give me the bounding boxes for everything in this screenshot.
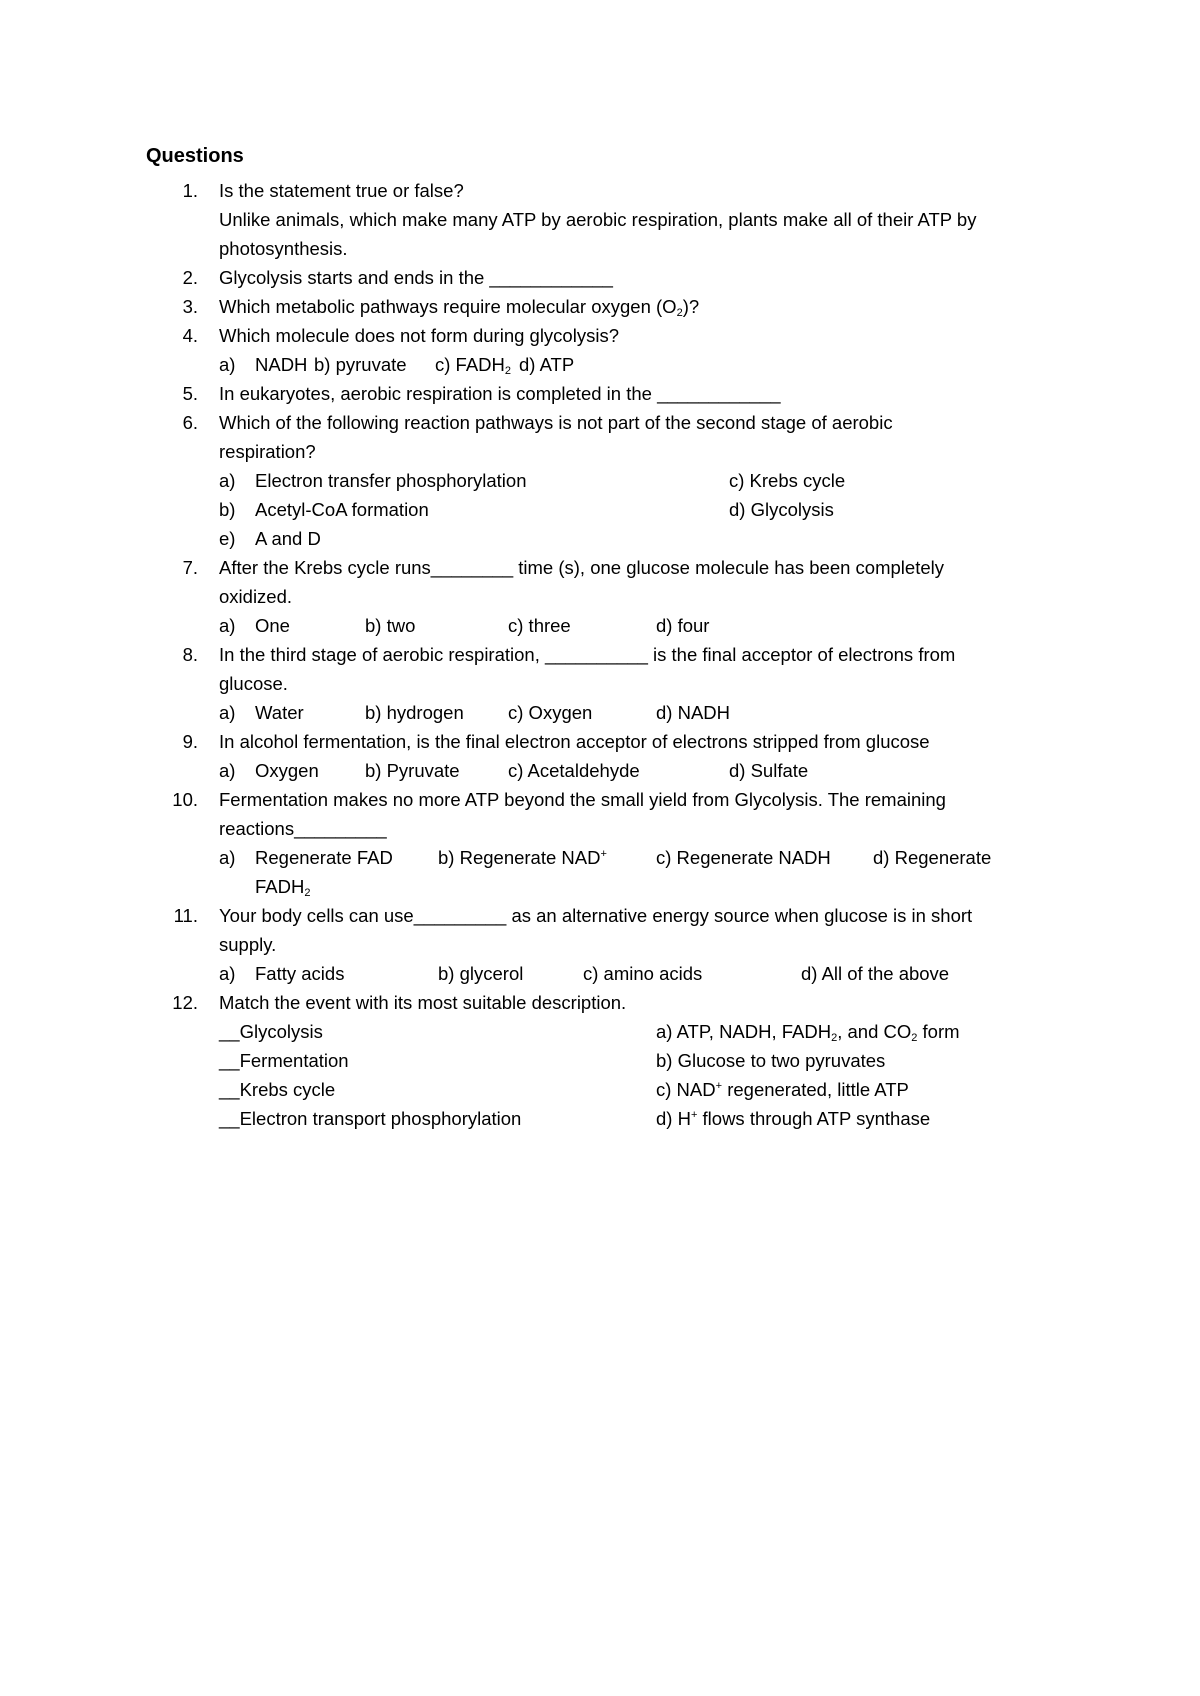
- question-text: glucose.: [219, 673, 288, 694]
- question-number: 7.: [182, 557, 198, 578]
- question-7: [146, 553, 1146, 582]
- option-d-continued: $FADH_2$: [255, 876, 311, 899]
- question-8-options: [146, 698, 1146, 727]
- question-text: Glycolysis starts and ends in the ____________: [219, 267, 613, 288]
- question-7-line-2: [146, 582, 1146, 611]
- question-number: 9.: [182, 731, 198, 752]
- question-5: [146, 379, 1146, 408]
- page-title: Questions: [146, 145, 244, 167]
- match-description-b: b) Glucose to two pyruvates: [656, 1050, 886, 1071]
- question-text: Which metabolic pathways require molecular oxygen $(O_2)$?: [219, 296, 700, 319]
- question-number: 11.: [173, 905, 198, 926]
- option-b: b) Pyruvate: [365, 760, 460, 781]
- question-number: 1.: [182, 180, 198, 201]
- question-11-line-2: [146, 930, 1146, 959]
- question-text: Unlike animals, which make many ATP by aerobic respiration, plants make all of their ATP by: [219, 209, 977, 230]
- question-6-line-2: [146, 437, 1146, 466]
- question-number: 3.: [182, 296, 198, 317]
- option-d: d) All of the above: [801, 963, 950, 984]
- question-text: oxidized.: [219, 586, 293, 607]
- question-number: 4.: [182, 325, 198, 346]
- match-row-1: [146, 1017, 1146, 1046]
- question-8-line-2: [146, 669, 1146, 698]
- question-9: [146, 727, 1146, 756]
- match-event: __Electron transport phosphorylation: [219, 1108, 522, 1129]
- match-event: __Krebs cycle: [219, 1079, 336, 1100]
- match-row-4: [146, 1104, 1146, 1133]
- option-b-letter: b): [219, 499, 236, 520]
- option-a-letter: a): [219, 615, 236, 636]
- question-9-options: [146, 756, 1146, 785]
- match-row-2: [146, 1046, 1146, 1075]
- question-1-statement-line-2: [146, 234, 1146, 263]
- option-d: d) four: [656, 615, 710, 636]
- match-description-a: a) ATP, NADH, $FADH_2$, and $CO_2$ form: [656, 1021, 960, 1044]
- option-b: b) hydrogen: [365, 702, 464, 723]
- question-10-options-cont: [146, 872, 1146, 901]
- option-b: b) Regenerate NAD+: [438, 847, 607, 868]
- option-a-letter: a): [219, 702, 236, 723]
- question-7-options: [146, 611, 1146, 640]
- option-b: b) pyruvate: [314, 354, 407, 375]
- question-text: supply.: [219, 934, 277, 955]
- option-a: NADH: [255, 354, 308, 375]
- question-text: Which molecule does not form during glycolysis?: [219, 325, 619, 346]
- option-a-letter: a): [219, 963, 236, 984]
- question-text: Is the statement true or false?: [219, 180, 464, 201]
- question-number: 10.: [172, 789, 198, 810]
- question-number: 5.: [182, 383, 198, 404]
- option-a-letter: a): [219, 354, 236, 375]
- option-b: b) two: [365, 615, 416, 636]
- question-6-options-row-1: [146, 466, 1146, 495]
- question-2: [146, 263, 1146, 292]
- question-text: In alcohol fermentation, is the final electron acceptor of electrons stripped from glucose: [219, 731, 930, 752]
- question-4-options: [146, 350, 1146, 379]
- option-a: Fatty acids: [255, 963, 345, 984]
- question-8: [146, 640, 1146, 669]
- question-number: 12.: [172, 992, 198, 1013]
- question-text: Fermentation makes no more ATP beyond the small yield from Glycolysis. The remaining: [219, 789, 946, 810]
- question-text: photosynthesis.: [219, 238, 348, 259]
- match-description-c: c) NAD+ regenerated, little ATP: [656, 1079, 909, 1100]
- question-text: After the Krebs cycle runs________ time (s), one glucose molecule has been completely: [219, 557, 944, 578]
- question-3: [146, 292, 1146, 321]
- question-10-line-2: [146, 814, 1146, 843]
- question-10-options: [146, 843, 1146, 872]
- option-d: d) Glycolysis: [729, 499, 834, 520]
- option-c: c) amino acids: [583, 963, 703, 984]
- option-c: c) three: [508, 615, 571, 636]
- option-a: Regenerate FAD: [255, 847, 393, 868]
- option-c: c) Oxygen: [508, 702, 593, 723]
- option-b: b) glycerol: [438, 963, 524, 984]
- question-text: Your body cells can use_________ as an alternative energy source when glucose is in short: [219, 905, 973, 926]
- question-number: 8.: [182, 644, 198, 665]
- question-text: In eukaryotes, aerobic respiration is completed in the ____________: [219, 383, 781, 404]
- option-c: c) Krebs cycle: [729, 470, 846, 491]
- option-b: Acetyl-CoA formation: [255, 499, 429, 520]
- option-a-letter: a): [219, 760, 236, 781]
- question-6-options-row-2: [146, 495, 1146, 524]
- match-row-3: [146, 1075, 1146, 1104]
- option-c: c) $FADH_2$: [435, 354, 512, 377]
- question-number: 6.: [182, 412, 198, 433]
- question-text: In the third stage of aerobic respiration, __________ is the final acceptor of electrons from: [219, 644, 956, 665]
- question-1-statement-line-1: [146, 205, 1146, 234]
- question-11-options: [146, 959, 1146, 988]
- option-d: d) Regenerate: [873, 847, 992, 868]
- option-c: c) Regenerate NADH: [656, 847, 831, 868]
- option-d: d) NADH: [656, 702, 731, 723]
- question-12: [146, 988, 1146, 1017]
- question-number: 2.: [182, 267, 198, 288]
- option-a: Water: [255, 702, 304, 723]
- option-a-letter: a): [219, 470, 236, 491]
- question-text: Match the event with its most suitable description.: [219, 992, 627, 1013]
- match-event: __Glycolysis: [219, 1021, 323, 1042]
- option-a-letter: a): [219, 847, 236, 868]
- option-e-letter: e): [219, 528, 236, 549]
- question-text: reactions_________: [219, 818, 387, 839]
- option-c: c) Acetaldehyde: [508, 760, 640, 781]
- question-6-options-row-3: [146, 524, 1146, 553]
- option-d: d) ATP: [519, 354, 575, 375]
- option-a: Electron transfer phosphorylation: [255, 470, 527, 491]
- question-11: [146, 901, 1146, 930]
- option-a: One: [255, 615, 290, 636]
- match-event: __Fermentation: [219, 1050, 349, 1071]
- question-1: [146, 176, 1146, 205]
- question-6: [146, 408, 1146, 437]
- option-d: d) Sulfate: [729, 760, 809, 781]
- option-e: A and D: [255, 528, 321, 549]
- question-text: respiration?: [219, 441, 316, 462]
- question-10: [146, 785, 1146, 814]
- match-description-d: d) H+ flows through ATP synthase: [656, 1108, 931, 1129]
- question-text: Which of the following reaction pathways is not part of the second stage of aerobic: [219, 412, 893, 433]
- question-4: [146, 321, 1146, 350]
- option-a: Oxygen: [255, 760, 319, 781]
